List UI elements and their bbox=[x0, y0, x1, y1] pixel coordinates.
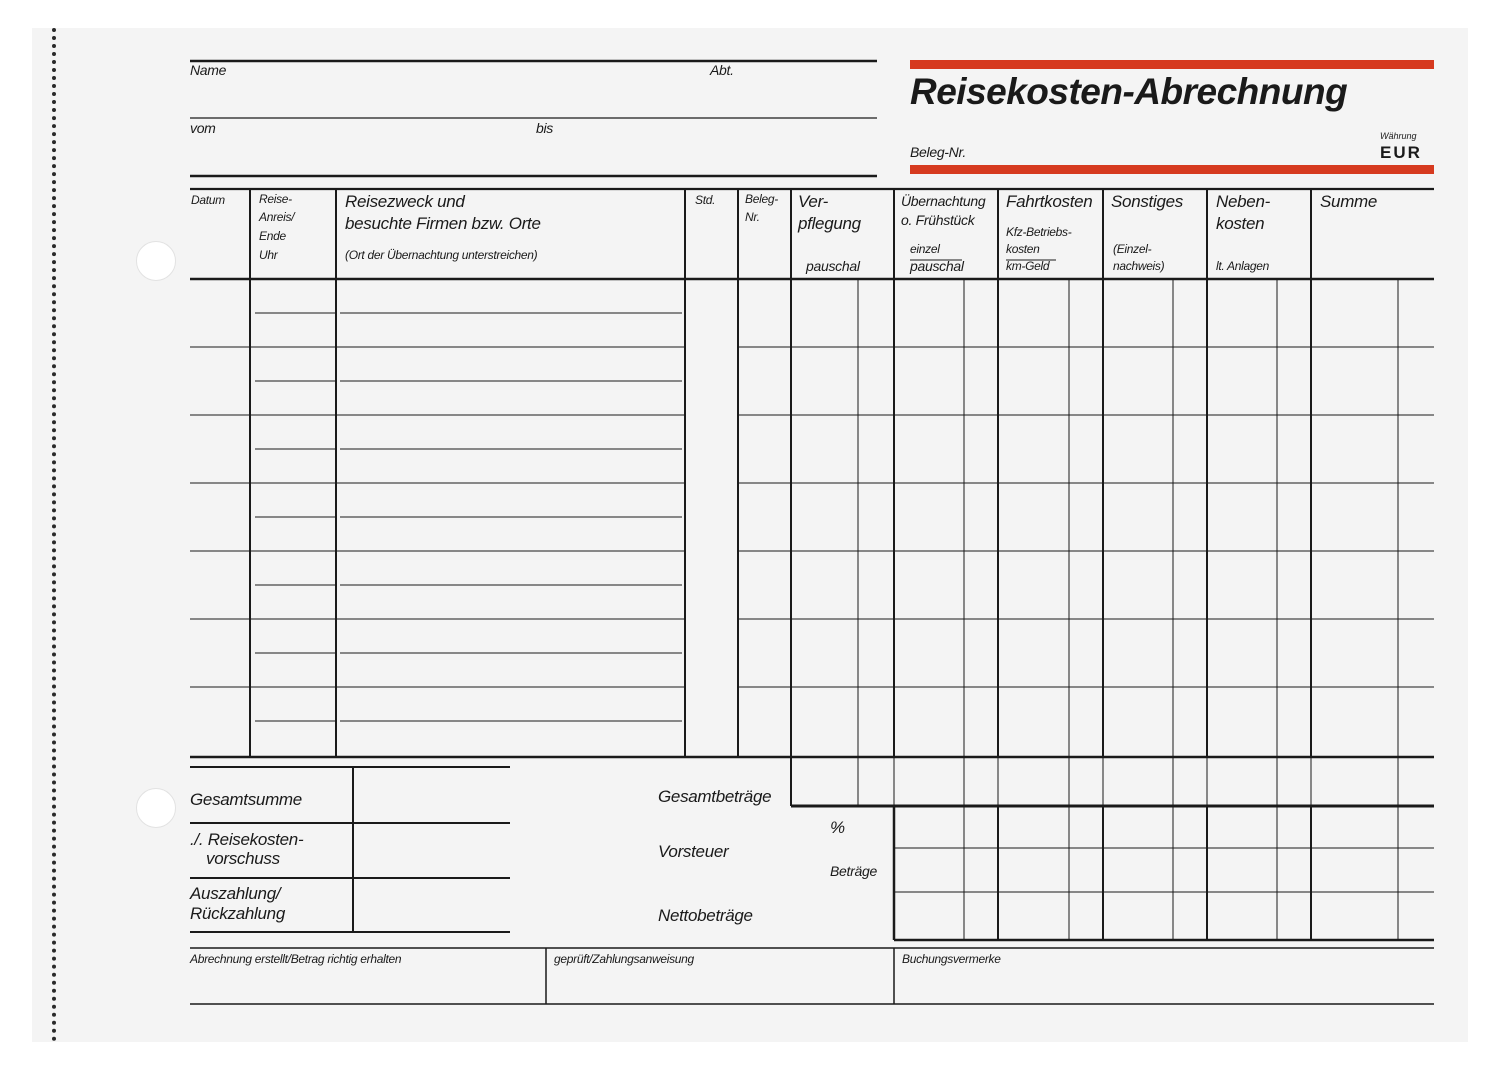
col-zweck-line2: besuchte Firmen bzw. Orte bbox=[345, 214, 541, 233]
gesamtbetraege-label: Gesamtbeträge bbox=[658, 787, 772, 806]
betraege-label: Beträge bbox=[830, 863, 877, 879]
geprueft-label: geprüft/Zahlungsanweisung bbox=[554, 952, 694, 966]
col-sonstiges-sub2: nachweis) bbox=[1113, 259, 1165, 273]
col-reise-line1: Reise- bbox=[259, 192, 292, 206]
vorschuss-label-line1: ./. Reisekosten- bbox=[190, 830, 304, 849]
gesamtsumme-input[interactable] bbox=[356, 770, 510, 822]
col-sonstiges: Sonstiges bbox=[1111, 192, 1183, 211]
gesamtsumme-label: Gesamtsumme bbox=[190, 790, 302, 809]
title-bar-bottom bbox=[910, 165, 1434, 174]
col-uebernachtung-line2: o. Frühstück bbox=[901, 212, 975, 228]
vorschuss-input[interactable] bbox=[356, 826, 510, 876]
col-sonstiges-sub1: (Einzel- bbox=[1113, 242, 1152, 256]
bis-input[interactable] bbox=[565, 120, 875, 174]
vorschuss-label-line2: vorschuss bbox=[206, 849, 280, 868]
col-reise-line2: Anreis/ bbox=[259, 210, 295, 224]
nettobetraege-label: Nettobeträge bbox=[658, 906, 753, 925]
auszahlung-label-line2: Rückzahlung bbox=[190, 904, 285, 923]
currency-code: EUR bbox=[1380, 143, 1422, 162]
form-title: Reisekosten-Abrechnung bbox=[910, 71, 1348, 112]
name-input[interactable] bbox=[240, 62, 700, 116]
col-zweck-hint: (Ort der Übernachtung unterstreichen) bbox=[345, 248, 538, 262]
col-fahrtkosten: Fahrtkosten bbox=[1006, 192, 1093, 211]
geprueft-signature-field[interactable] bbox=[548, 968, 892, 1002]
waehrung-label: Währung bbox=[1380, 131, 1417, 141]
bis-label: bis bbox=[536, 120, 553, 136]
beleg-nr-label: Beleg-Nr. bbox=[910, 144, 966, 160]
col-beleg-line1: Beleg- bbox=[745, 192, 778, 206]
abt-input[interactable] bbox=[745, 62, 875, 116]
gesamtbetraege-row[interactable] bbox=[792, 760, 1434, 804]
col-verpflegung-line1: Ver- bbox=[798, 192, 828, 211]
vom-input[interactable] bbox=[225, 120, 525, 174]
name-label: Name bbox=[190, 62, 227, 78]
buchung-label: Buchungsvermerke bbox=[902, 952, 1001, 966]
col-uebernachtung-line1: Übernachtung bbox=[901, 193, 986, 209]
auszahlung-label-line1: Auszahlung/ bbox=[190, 884, 281, 903]
col-reise-line4: Uhr bbox=[259, 248, 278, 262]
col-fahrtkosten-sub2: kosten bbox=[1006, 242, 1040, 256]
vorsteuer-netto-grid[interactable] bbox=[897, 810, 1434, 938]
expense-entry-table[interactable] bbox=[190, 281, 1434, 757]
auszahlung-input[interactable] bbox=[356, 880, 510, 930]
col-nebenkosten-line2: kosten bbox=[1216, 214, 1265, 233]
abrechnung-signature-field[interactable] bbox=[190, 968, 544, 1002]
col-uebernachtung-pauschal: pauschal bbox=[910, 258, 964, 274]
col-std: Std. bbox=[695, 193, 716, 207]
col-datum: Datum bbox=[191, 193, 225, 207]
buchung-field[interactable] bbox=[896, 968, 1434, 1002]
col-beleg-line2: Nr. bbox=[745, 210, 760, 224]
abrechnung-label: Abrechnung erstellt/Betrag richtig erhalten bbox=[190, 952, 402, 966]
col-reise-line3: Ende bbox=[259, 229, 286, 243]
vorsteuer-label: Vorsteuer bbox=[658, 842, 729, 861]
col-verpflegung-line2: pflegung bbox=[798, 214, 861, 233]
col-zweck-line1: Reisezweck und bbox=[345, 192, 465, 211]
percent-label: % bbox=[830, 818, 845, 837]
title-bar-top bbox=[910, 60, 1434, 69]
vom-label: vom bbox=[190, 120, 216, 136]
col-fahrtkosten-sub3: km-Geld bbox=[1006, 259, 1050, 273]
col-verpflegung-sub: pauschal bbox=[806, 258, 860, 274]
col-summe: Summe bbox=[1320, 192, 1378, 211]
beleg-nr-input[interactable] bbox=[975, 138, 1365, 164]
col-fahrtkosten-sub1: Kfz-Betriebs- bbox=[1006, 225, 1072, 239]
col-uebernachtung-einzel: einzel bbox=[910, 242, 940, 256]
col-nebenkosten-sub: lt. Anlagen bbox=[1216, 259, 1269, 273]
col-nebenkosten-line1: Neben- bbox=[1216, 192, 1270, 211]
abt-label: Abt. bbox=[710, 62, 734, 78]
